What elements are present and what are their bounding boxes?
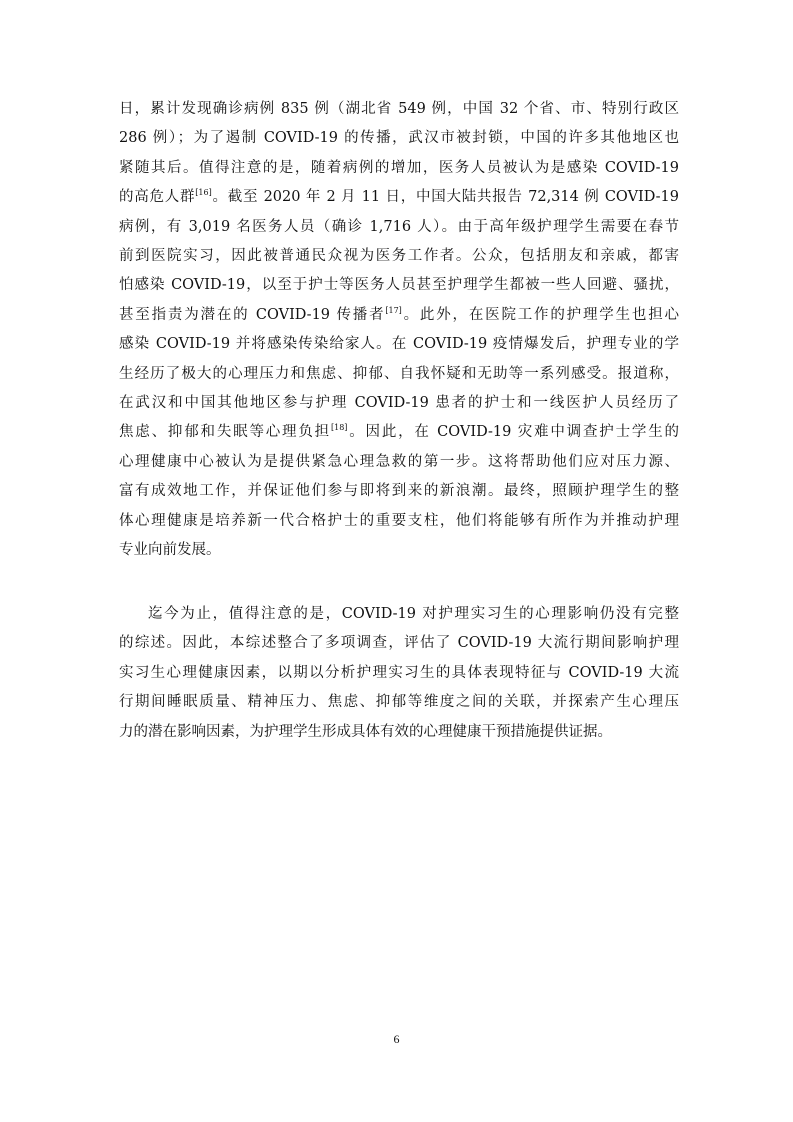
text-line [119,183,679,212]
text-line: 力的潜在影响因素，为护理学生形成具体有效的心理健康干预措施提供证据。 [119,723,612,740]
text-line: 286 例）；为了遏制 COVID-19 的传播，武汉市被封锁，中国的许多其他地区也 [119,130,679,147]
text-segment: 。因此，在 COVID-19 灾难中调查护士学生的 [347,424,680,441]
text-line: 紧随其后。值得注意的是，随着病例的增加，医务人员被认为是感染 COVID-19 [119,159,679,176]
citation-reference[interactable]: [18] [330,423,348,433]
text-line: 专业向前发展。 [119,542,221,559]
text-line: 心理健康中心被认为是提供紧急心理急救的第一步。这将帮助他们应对压力源、 [119,453,679,470]
page-number: 6 [393,1032,400,1046]
text-line: 病例，有 3,019 名医务人员（确诊 1,716 人）。由于高年级护理学生需要在春节 [119,218,679,235]
text-line: 的综述。因此，本综述整合了多项调查，评估了 COVID-19 大流行期间影响护理 [119,635,679,652]
text-line: 实习生心理健康因素，以期以分析护理实习生的具体表现特征与 COVID-19 大流 [119,664,679,681]
citation-reference[interactable]: [17] [385,305,402,315]
text-line [119,418,679,447]
text-segment: 甚至指责为潜在的 COVID-19 传播者 [119,306,386,323]
text-line: 在武汉和中国其他地区参与护理 COVID-19 患者的护士和一线医护人员经历了 [119,395,679,412]
text-line: 怕感染 COVID-19，以至于护士等医务人员甚至护理学生都被一些人回避、骚扰， [119,277,679,294]
body-paragraph-1 [119,95,679,566]
text-line: 感染 COVID-19 并将感染传染给家人。在 COVID-19 疫情爆发后，护理专业的学 [119,336,679,353]
text-line: 富有成效地工作，并保证他们参与即将到来的新浪潮。最终，照顾护理学生的整 [119,483,679,500]
text-segment: 。此外，在医院工作的护理学生也担心 [401,306,680,323]
text-line: 日，累计发现确诊病例 835 例（湖北省 549 例，中国 32 个省、市、特别行政区 [119,101,679,117]
text-line: 体心理健康是培养新一代合格护士的重要支柱，他们将能够有所作为并推动护理 [119,512,679,529]
text-line [119,301,679,330]
citation-reference[interactable]: [16] [195,188,212,198]
text-line: 行期间睡眠质量、精神压力、焦虑、抑郁等维度之间的关联，并探索产生心理压 [119,694,679,711]
body-paragraph-2 [119,600,679,747]
text-line: 迄今为止，值得注意的是，COVID-19 对护理实习生的心理影响仍没有完整 [148,606,679,622]
text-line: 前到医院实习，因此被普通民众视为医务工作者。公众，包括朋友和亲戚，都害 [119,248,679,265]
text-segment: 的高危人群 [119,189,196,206]
text-segment: 。截至 2020 年 2 月 11 日，中国大陆共报告 72,314 例 COVID-19 [211,189,680,206]
text-line: 生经历了极大的心理压力和焦虑、抑郁、自我怀疑和无助等一系列感受。报道称， [119,365,679,382]
text-segment: 焦虑、抑郁和失眠等心理负担 [119,424,331,441]
